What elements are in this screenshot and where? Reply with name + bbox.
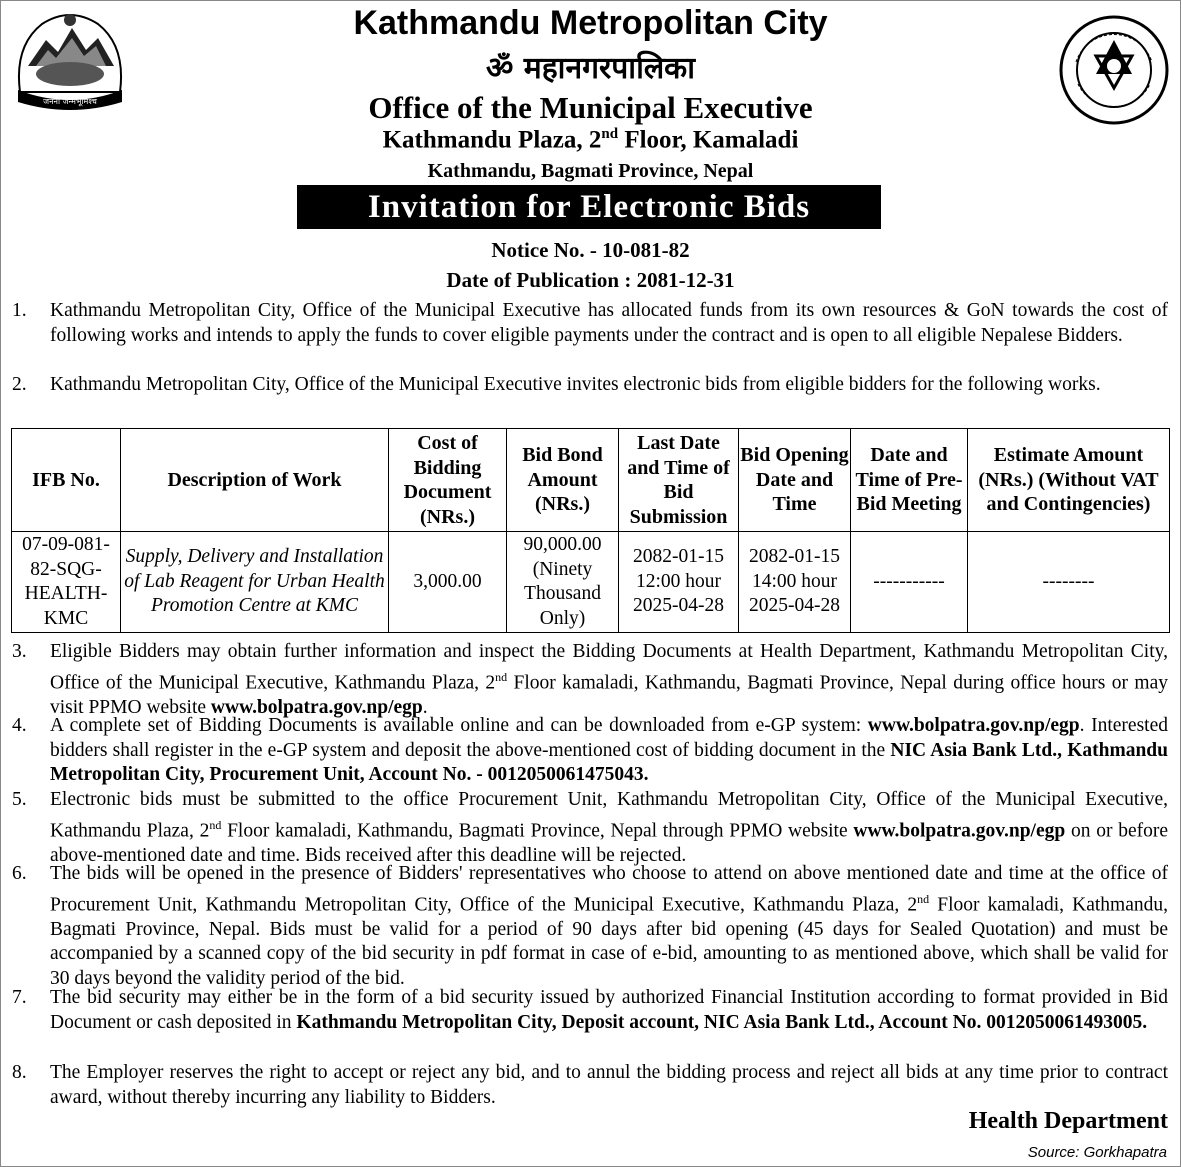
city-name: Kathmandu Metropolitan City xyxy=(353,4,828,42)
cell-estimate: -------- xyxy=(968,532,1170,633)
paragraph-4: 4. A complete set of Bidding Documents is available online and can be downloaded from e-GP system: www.bolpatra.gov.np/egp. Interested bidders shall register in the e-GP system and deposit the above-mentioned cost of bidding document in the NIC Asia Bank Ltd., Kathmandu Metropolitan City, Procurement Unit, Account No. - 0012050061475043. xyxy=(12,715,1168,785)
col-header-opening: Bid Opening Date and Time xyxy=(739,429,851,532)
paragraph-6: 6. The bids will be opened in the presence of Bidders' representatives who choose to attend on above mentioned date and time at the office of Procurement Unit, Kathmandu Metropolitan City, Office of the Municipal Executive, Kathmandu Plaza, 2nd Floor kamaladi, Kathmandu, Bagmati Province, Nepal. Bids must be valid for a period of 90 days after bid opening (45 days for Sealed Quotation) and must be accompanied by a scanned copy of the bid security in pdf format in case of e-bid, amounting to as mentioned above, which shall be valid for 30 days beyond the validity period of the bid. xyxy=(12,863,1169,989)
publication-date: Date of Publication : 2081-12-31 xyxy=(446,268,735,292)
col-header-cost: Cost of Bidding Document (NRs.) xyxy=(389,429,507,532)
table-row xyxy=(12,532,1170,633)
paragraph-7: 7. The bid security may either be in the form of a bid security issued by authorized Financial Institution according to format provided in Bid Document or cash deposited in Kathmandu Metropolitan City, Deposit account, NIC Asia Bank Ltd., Account No. 0012050061493005. xyxy=(12,987,1168,1033)
col-header-bond: Bid Bond Amount (NRs.) xyxy=(507,429,619,532)
col-header-description: Description of Work xyxy=(121,429,389,532)
source-credit: Source: Gorkhapatra xyxy=(1027,1144,1167,1161)
ppmo-website-link[interactable]: www.bolpatra.gov.np/egp xyxy=(210,696,423,718)
egp-website-link[interactable]: www.bolpatra.gov.np/egp xyxy=(867,715,1080,736)
cell-ifb: 07-09-081-82-SQG-HEALTH-KMC xyxy=(12,532,121,633)
paragraph-8: 8. The Employer reserves the right to accept or reject any bid, and to annul the bidding process and reject all bids at any time prior to contract award, without thereby incurring any liability to Bidders. xyxy=(12,1062,1168,1108)
col-header-ifb: IFB No. xyxy=(12,429,121,532)
notice-number: Notice No. - 10-081-82 xyxy=(491,238,690,262)
table-header-row xyxy=(12,429,1170,532)
col-header-estimate: Estimate Amount (NRs.) (Without VAT and Contingencies) xyxy=(968,429,1170,532)
signature-department: Health Department xyxy=(968,1108,1168,1134)
notice-banner: Invitation for Electronic Bids xyxy=(297,185,881,229)
paragraph-3: 3. Eligible Bidders may obtain further information and inspect the Bidding Documents at Health Department, Kathmandu Metropolitan City, Office of the Municipal Executive, Kathmandu Plaza, 2nd Floor kamaladi, Kathmandu, Bagmati Province, Nepal during office hours or may visit PPMO website www.bolpatra.gov.np/egp. xyxy=(12,641,1168,718)
col-header-last-date: Last Date and Time of Bid Submission xyxy=(619,429,739,532)
office-title: Office of the Municipal Executive xyxy=(368,90,813,125)
city-name-nepali: ॐ महानगरपालिका xyxy=(486,51,695,86)
cell-prebid: ----------- xyxy=(851,532,968,633)
office-address: Kathmandu, Bagmati Province, Nepal xyxy=(427,160,754,182)
paragraph-5: 5. Electronic bids must be submitted to the office Procurement Unit, Kathmandu Metropolitan City, Office of the Municipal Executive, Kathmandu Plaza, 2nd Floor kamaladi, Kathmandu, Bagmati Province, Nepal through PPMO website www.bolpatra.gov.np/egp on or before above-mentioned date and time. Bids received after this deadline will be rejected. xyxy=(12,789,1168,866)
col-header-prebid: Date and Time of Pre-Bid Meeting xyxy=(851,429,968,532)
bid-table xyxy=(11,428,1170,633)
cell-bond: 90,000.00 (Ninety Thousand Only) xyxy=(507,532,619,633)
paragraph-2: 2. Kathmandu Metropolitan City, Office of the Municipal Executive invites electronic bids from eligible bidders for the following works. xyxy=(12,374,1101,395)
paragraph-1: 1. Kathmandu Metropolitan City, Office of the Municipal Executive has allocated funds from its own resources & GoN towards the cost of following works and intends to apply the funds to cover eligible payments under the contract and is open to all eligible Nepalese Bidders. xyxy=(12,300,1168,346)
svg-text:जननी जन्मभूमिश्च: जननी जन्मभूमिश्च xyxy=(43,97,97,106)
cell-cost: 3,000.00 xyxy=(389,532,507,633)
cell-description: Supply, Delivery and Installation of Lab Reagent for Urban Health Promotion Centre at KMC xyxy=(121,532,389,633)
office-location: Kathmandu Plaza, 2nd Floor, Kamaladi xyxy=(382,126,799,154)
cell-opening: 2082-01-15 14:00 hour 2025-04-28 xyxy=(739,532,851,633)
ppmo-website-link-2[interactable]: www.bolpatra.gov.np/egp xyxy=(853,820,1066,841)
cell-last-date: 2082-01-15 12:00 hour 2025-04-28 xyxy=(619,532,739,633)
